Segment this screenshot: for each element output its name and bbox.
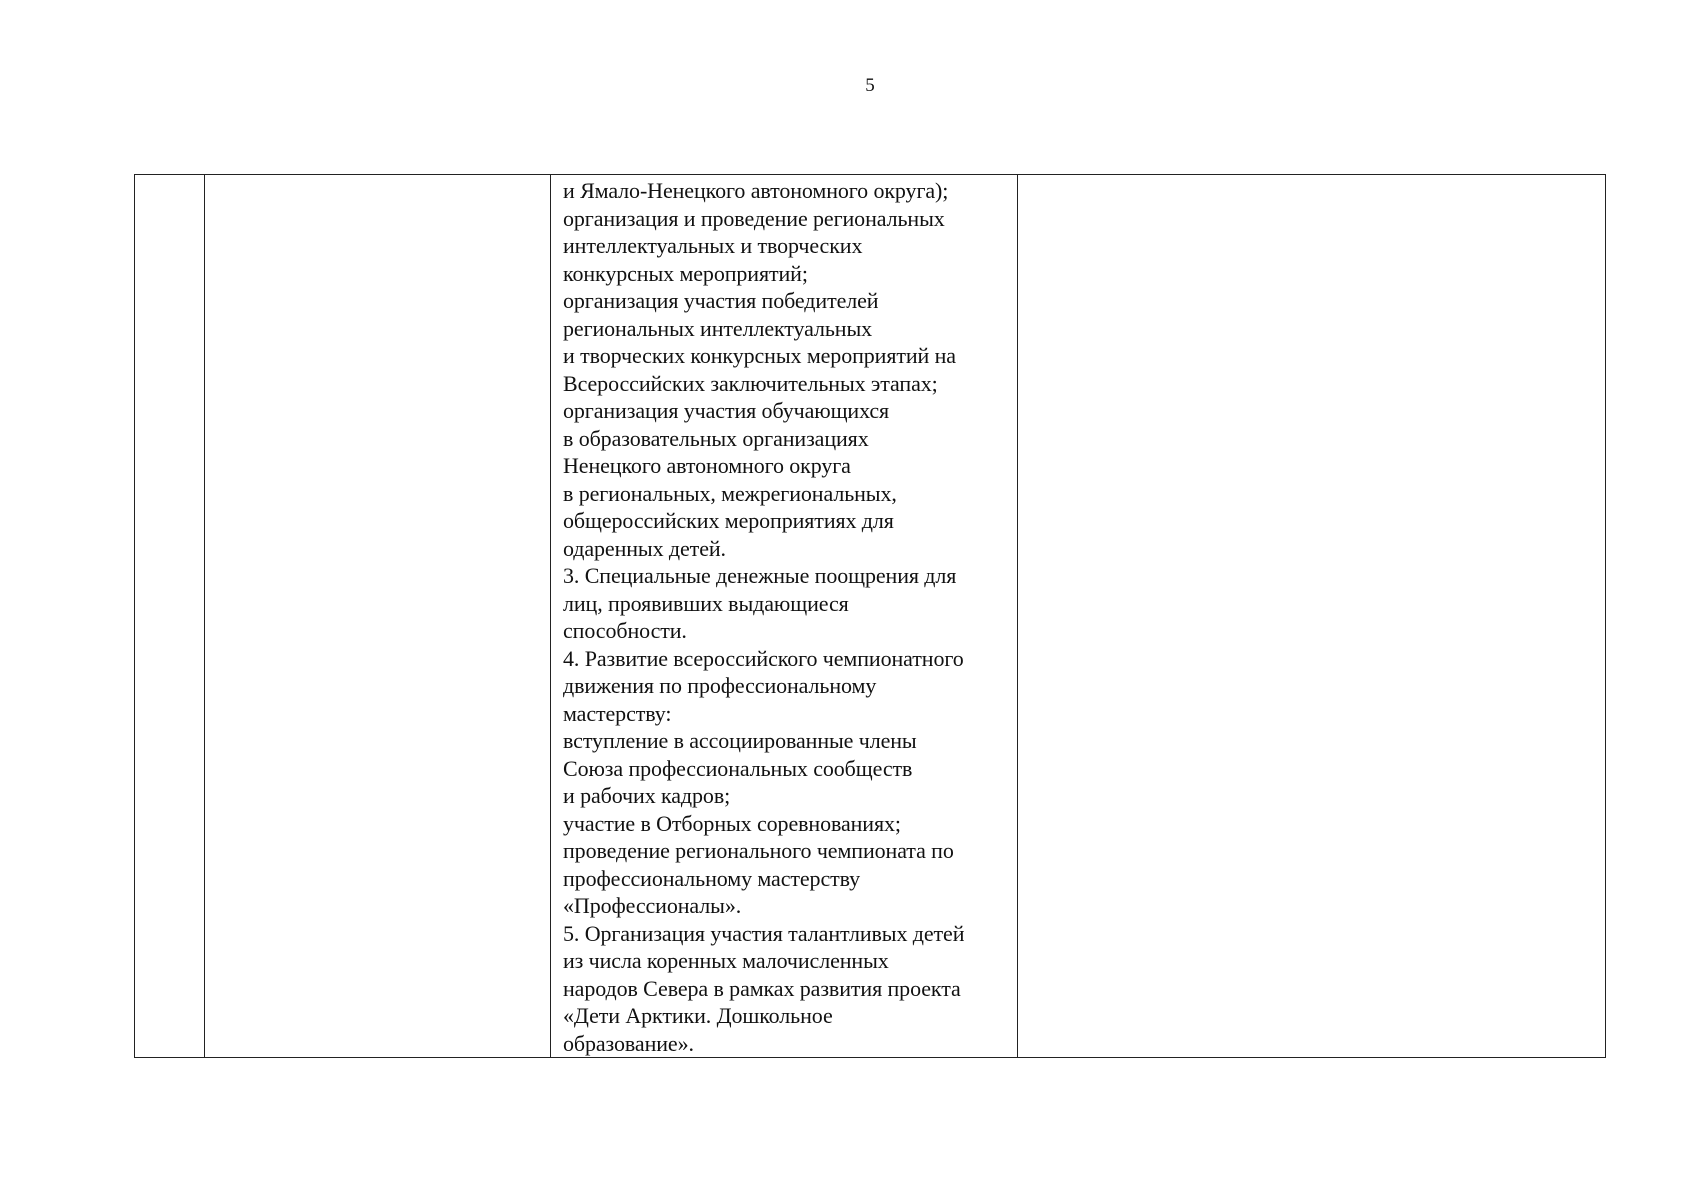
text-line: Союза профессиональных сообществ [563,755,913,781]
text-line: и рабочих кадров; [563,783,731,808]
text-line: Ненецкого автономного округа [563,453,851,478]
text-line: «Дети Арктики. Дошкольное [563,1003,833,1028]
text-line: и Ямало-Ненецкого автономного округа); [563,178,949,203]
text-line: общероссийских мероприятиях для [563,508,894,533]
text-line: вступление в ассоциированные члены [563,728,917,753]
text-line: в региональных, межрегиональных, [563,480,897,506]
cell-name [205,175,551,1058]
text-line: из числа коренных малочисленных [563,948,889,973]
text-line: в образовательных организациях [563,425,869,451]
text-line: участие в Отборных соревнованиях; [563,810,901,836]
text-line: лиц, проявивших выдающиеся [563,590,849,616]
text-line: одаренных детей. [563,535,726,561]
text-line: движения по профессиональному [563,673,877,698]
text-line: конкурсных мероприятий; [563,260,808,286]
text-line: организация и проведение региональных [563,205,945,231]
text-line: народов Севера в рамках развития проекта [563,975,961,1001]
text-line: 4. Развитие всероссийского чемпионатного [563,645,964,671]
text-line: 5. Организация участия талантливых детей [563,920,965,946]
cell-notes [1018,175,1606,1058]
text-line: организация участия победителей [563,288,879,313]
text-line: региональных интеллектуальных [563,315,873,341]
text-line: профессиональному мастерству [563,865,861,891]
text-line: проведение регионального чемпионата по [563,838,954,863]
text-line: организация участия обучающихся [563,398,890,423]
cell-activities [551,175,1018,1058]
text-line: способности. [563,618,687,643]
page-number: 5 [865,75,875,96]
measures-table [134,174,1606,1058]
text-line: и творческих конкурсных мероприятий на [563,343,956,368]
text-line: 3. Специальные денежные поощрения для [563,563,957,588]
text-line: образование». [563,1030,694,1056]
cell-number [135,175,205,1058]
text-line: интеллектуальных и творческих [563,233,863,258]
text-line: Всероссийских заключительных этапах; [563,370,938,396]
text-line: мастерству: [563,700,672,726]
text-line: «Профессионалы». [563,893,742,918]
table-row [135,175,1606,1058]
activities-text [551,175,1017,1057]
